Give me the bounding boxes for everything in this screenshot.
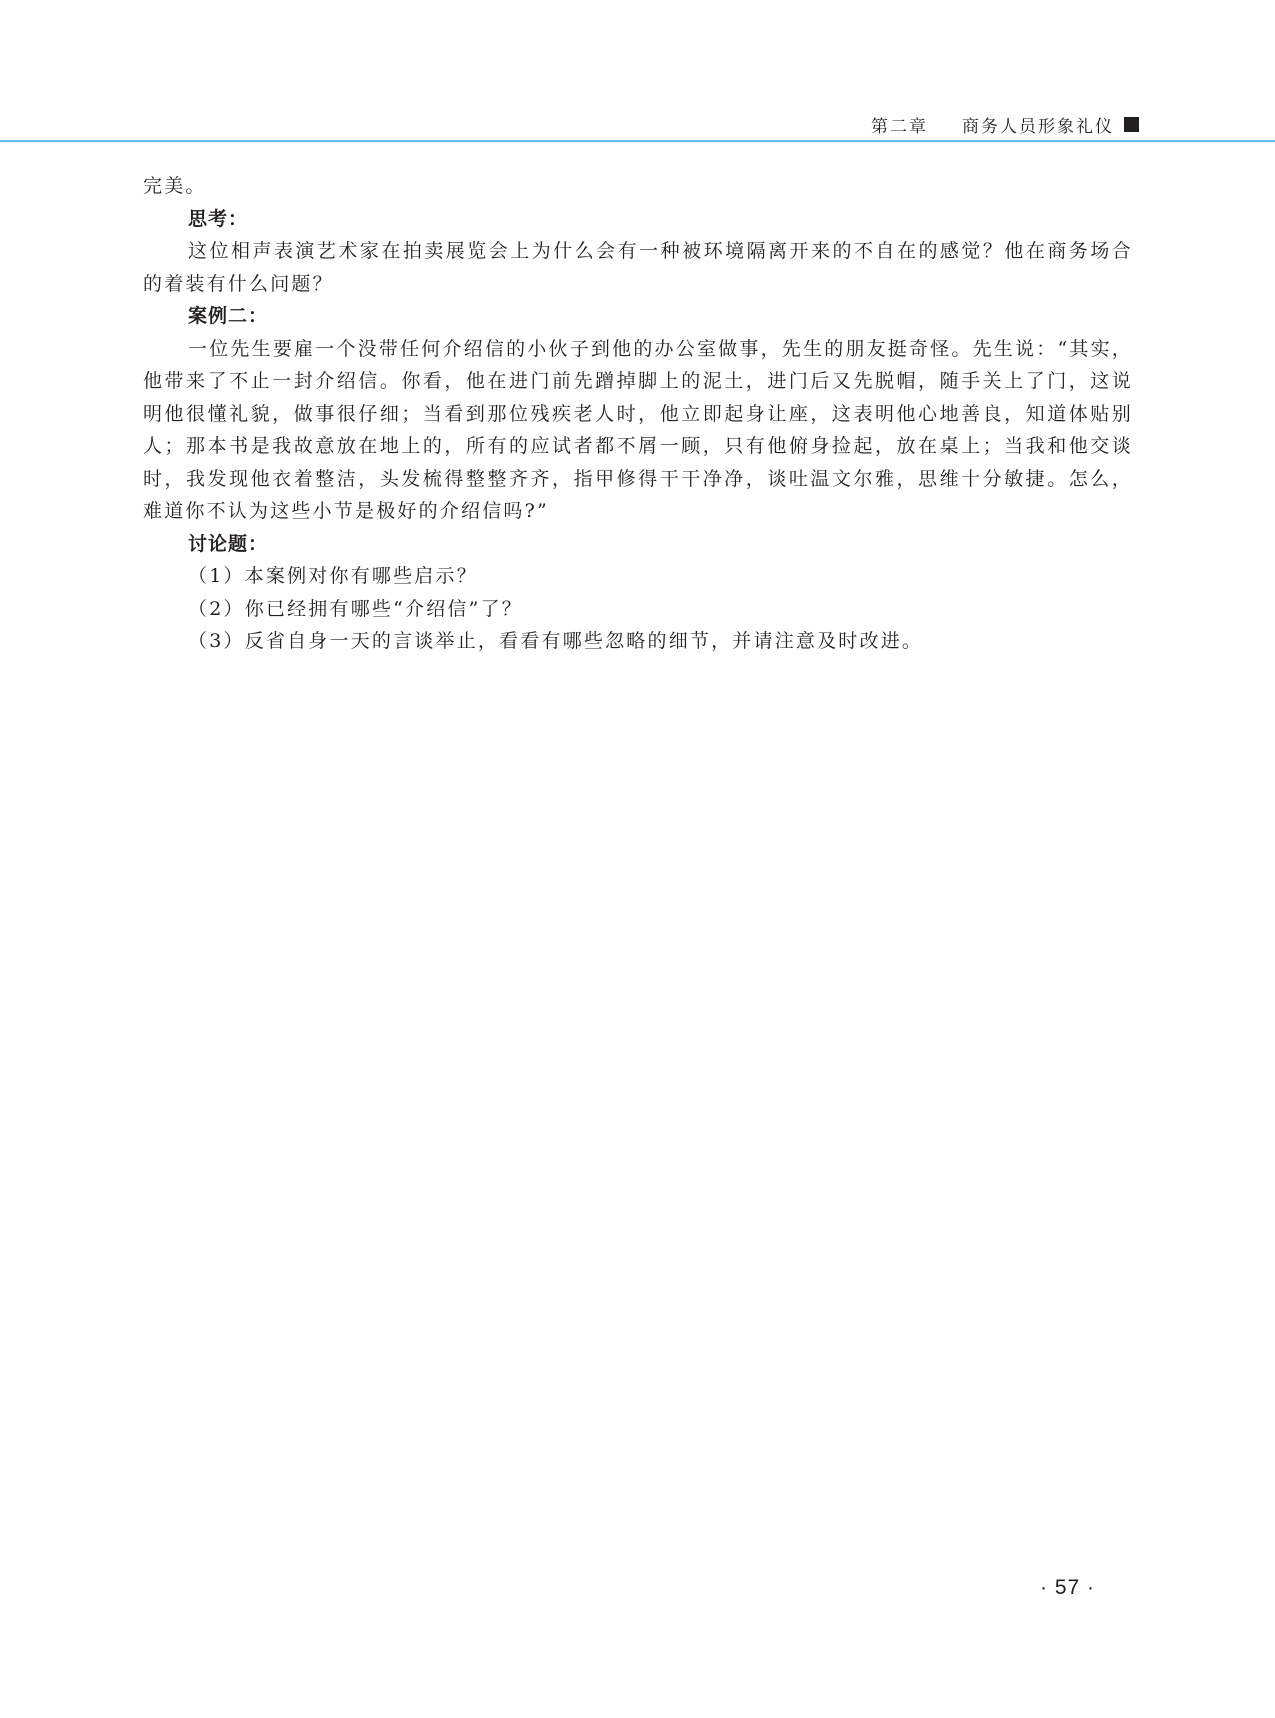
heading-case-two: 案例二：	[188, 305, 269, 327]
discussion-question-1: （1）本案例对你有哪些启示？	[188, 565, 478, 587]
header-rule	[0, 140, 1275, 142]
case-two-paragraph: 一位先生要雇一个没带任何介绍信的小伙子到他的办公室做事，先生的朋友挺奇怪。先生说：“其实，他带来了不止一封介绍信。你看，他在进门前先蹭掉脚上的泥土，进门后又先脱帽，随手关上了门，这说明他很懂礼貌，做事很仔细；当看到那位残疾老人时，他立即起身让座，这表明他心地善良，知道体贴别人；那本书是我故意放在地上的，所有的应试者都不屑一顾，只有他俯身捡起，放在桌上；当我和他交谈时，我发现他衣着整洁，头发梳得整整齐齐，指甲修得干干净净，谈吐温文尔雅，思维十分敏捷。怎么，难道你不认为这些小节是极好的介绍信吗?”	[143, 337, 1133, 522]
discussion-question-3: （3）反省自身一天的言谈举止，看看有哪些忽略的细节，并请注意及时改进。	[188, 630, 924, 652]
heading-discussion: 讨论题：	[188, 532, 269, 555]
page-content	[143, 170, 1133, 658]
continuation-text: 完美。	[143, 175, 207, 197]
header-square-icon	[1124, 117, 1139, 132]
running-header	[871, 112, 1139, 137]
discussion-question-2: （2）你已经拥有哪些“介绍信”了？	[188, 597, 523, 620]
chapter-label: 第二章	[871, 117, 928, 137]
heading-think: 思考：	[188, 207, 249, 230]
chapter-title: 商务人员形象礼仪	[962, 117, 1114, 137]
page-number: · 57 ·	[1040, 1576, 1096, 1599]
think-paragraph: 这位相声表演艺术家在拍卖展览会上为什么会有一种被环境隔离开来的不自在的感觉？他在商务场合的着装有什么问题？	[143, 240, 1133, 295]
